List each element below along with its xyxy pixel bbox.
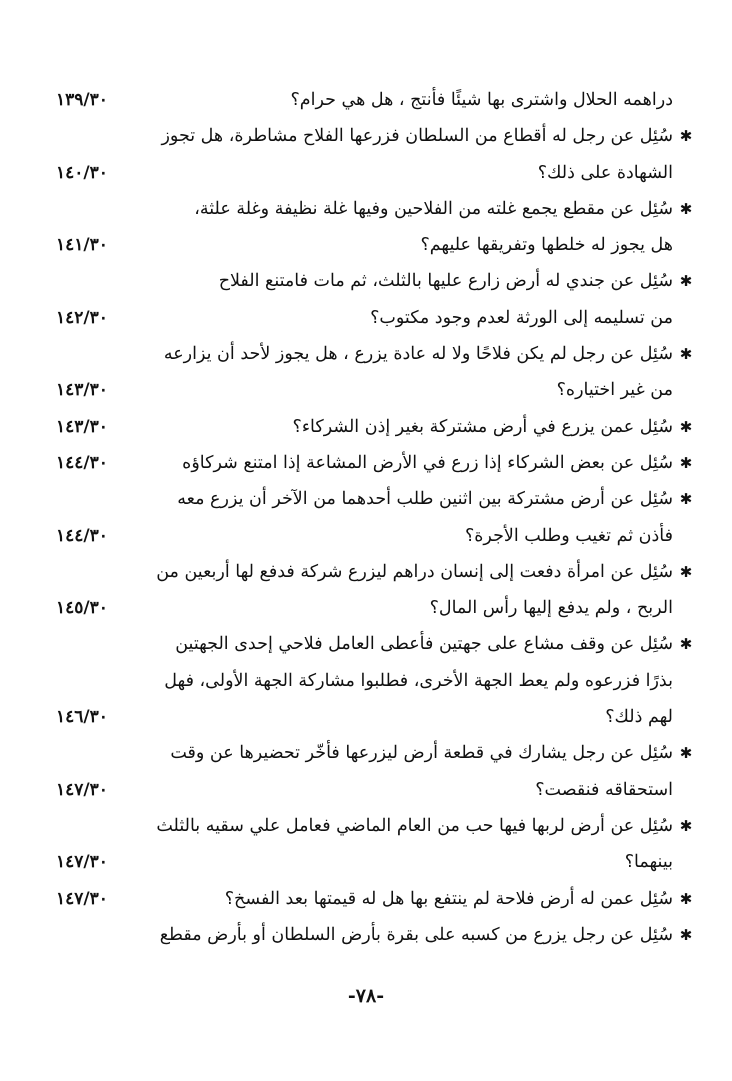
index-entry [40,554,695,627]
bullet-star-icon: ✱ [679,889,693,908]
volume-page-reference: ١٣٩/٣٠ [56,90,108,110]
entry-text-line: من تسليمه إلى الورثة لعدم وجود مكتوب؟ [370,307,673,328]
entry-text-line: سُئِل عن مقطع يجمع غلته من الفلاحين وفيها غلة نظيفة وغلة علثة، [194,198,673,219]
entry-text-line: سُئِل عن امرأة دفعت إلى إنسان دراهم ليزرع شركة فدفع لها أربعين من [156,561,673,582]
index-entry [40,336,695,409]
bullet-star-icon: ✱ [679,744,693,763]
bullet-star-icon: ✱ [679,816,693,835]
entry-text-line: سُئِل عن أرض لربها فيها حب من العام الماضي فعامل علي سقيه بالثلث [156,815,673,836]
volume-page-reference: ١٤٧/٣٠ [56,852,108,873]
entry-text-line: سُئِل عن بعض الشركاء إذا زرع في الأرض المشاعة إذا امتنع شركاؤه [182,452,673,473]
volume-page-reference: ١٤٦/٣٠ [56,707,108,728]
bullet-star-icon: ✱ [679,127,693,146]
index-entry [40,118,695,191]
entry-text-line: من غير اختياره؟ [556,380,673,401]
entry-text-line: سُئِل عن وقف مشاع على جهتين فأعطى العامل فلاحي إحدى الجهتين [175,634,673,655]
entry-text-line: بينهما؟ [624,852,673,873]
index-entry [40,808,695,881]
index-entry [40,263,695,336]
entry-text-line: الشهادة على ذلك؟ [537,162,673,183]
entry-text-line: هل يجوز له خلطها وتفريقها عليهم؟ [420,235,673,256]
index-entry [40,409,695,445]
bullet-star-icon: ✱ [679,345,693,364]
entry-text-line: استحقاقه فنقصت؟ [535,779,673,800]
entry-text-line: سُئِل عن أرض مشتركة بين اثنين طلب أحدهما من الآخر أن يزرع معه [177,489,673,510]
volume-page-reference: ١٤٤/٣٠ [56,525,108,546]
bullet-star-icon: ✱ [679,272,693,291]
entry-text-line: فأذن ثم تغيب وطلب الأجرة؟ [464,525,673,546]
bullet-star-icon: ✱ [679,199,693,218]
entry-text-line: سُئِل عن رجل له أقطاع من السلطان فزرعها الفلاح مشاطرة، هل تجوز [161,126,673,147]
index-entry [40,917,695,953]
index-entry [40,735,695,808]
index-entry [40,881,695,917]
entry-text-line: سُئِل عن رجل لم يكن فلاحًا ولا له عادة يزرع ، هل يجوز لأحد أن يزارعه [163,344,673,365]
volume-page-reference: ١٤٧/٣٠ [56,888,108,909]
entry-text-line: سُئِل عمن يزرع في أرض مشتركة بغير إذن الشركاء؟ [292,416,673,437]
bullet-star-icon: ✱ [679,417,693,436]
entry-text-line: دراهمه الحلال واشترى بها شيئًا فأنتج ، هل هي حرام؟ [290,90,673,110]
entry-text-line: سُئِل عن جندي له أرض زارع عليها بالثلث، ثم مات فامتنع الفلاح [218,271,673,292]
page-number: -٧٨- [347,985,385,1007]
volume-page-reference: ١٤٧/٣٠ [56,779,108,800]
bullet-star-icon: ✱ [679,490,693,509]
index-entry [40,445,695,481]
volume-page-reference: ١٤٣/٣٠ [56,416,108,437]
entry-text-line: بذرًا فزرعوه ولم يعط الجهة الأخرى، فطلبوا مشاركة الجهة الأولى، فهل [164,670,673,691]
entry-text-line: الربح ، ولم يدفع إليها رأس المال؟ [429,598,673,619]
index-entry [40,82,695,118]
bullet-star-icon: ✱ [679,562,693,581]
bullet-star-icon: ✱ [679,635,693,654]
volume-page-reference: ١٤٥/٣٠ [56,598,108,619]
volume-page-reference: ١٤٣/٣٠ [56,380,108,401]
entry-text-line: سُئِل عمن له أرض فلاحة لم ينتفع بها هل له قيمتها بعد الفسخ؟ [224,888,673,909]
entry-text-line: سُئِل عن رجل يشارك في قطعة أرض ليزرعها فأخّر تحضيرها عن وقت [170,743,673,764]
fatwa-index-list [40,82,695,953]
entry-text-line: لهم ذلك؟ [605,707,673,728]
index-entry [40,626,695,735]
index-entry [40,191,695,264]
volume-page-reference: ١٤٤/٣٠ [56,452,108,473]
bullet-star-icon: ✱ [679,453,693,472]
volume-page-reference: ١٤١/٣٠ [56,235,108,256]
volume-page-reference: ١٤٠/٣٠ [56,162,108,183]
volume-page-reference: ١٤٢/٣٠ [56,307,108,328]
bullet-star-icon: ✱ [679,925,693,944]
index-entry [40,481,695,554]
entry-text-line: سُئِل عن رجل يزرع من كسبه على بقرة بأرض السلطان أو بأرض مقطع [159,924,673,945]
